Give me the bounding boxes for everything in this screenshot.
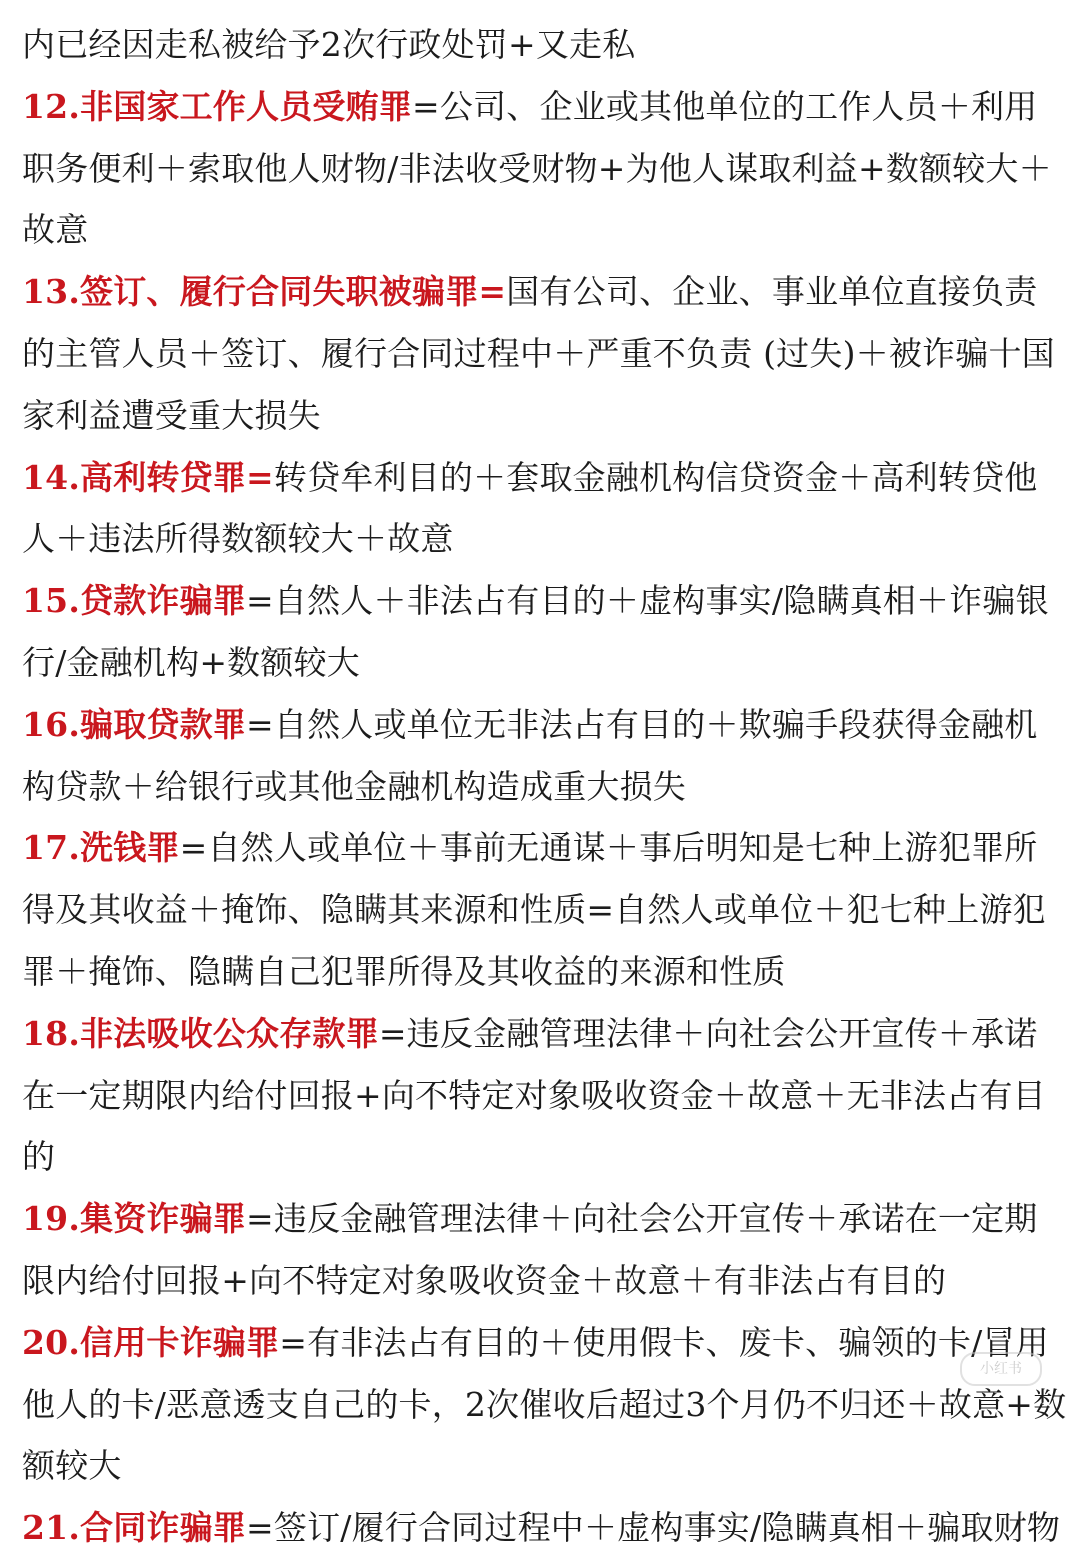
intro-text: 内已经因走私被给予2次行政处罚+又走私 xyxy=(22,25,636,64)
crime-definition: =违反金融管理法律＋向社会公开宣传＋承诺在一定期限内给付回报+向不特定对象吸收资金＋故意＋无非法占有目的 xyxy=(22,1013,1046,1177)
crime-term: 15.贷款诈骗罪 xyxy=(22,581,247,621)
item-13 xyxy=(22,261,1068,446)
crime-term: 12.非国家工作人员受贿罪 xyxy=(22,86,413,126)
crime-definition: =自然人或单位无非法占有目的＋欺骗手段获得金融机构贷款＋给银行或其他金融机构造成重大损失 xyxy=(22,704,1038,806)
crime-term: 21.合同诈骗罪 xyxy=(22,1508,247,1548)
item-18 xyxy=(22,1003,1068,1188)
crime-definition: 国有公司、企业、事业单位直接负责的主管人员＋签订、履行合同过程中＋严重不负责 (过失)＋被诈骗十国家利益遭受重大损失 xyxy=(22,272,1055,435)
item-15 xyxy=(22,570,1068,694)
crime-definition: =有非法占有目的＋使用假卡、废卡、骗领的卡/冒用他人的卡/恶意透支自己的卡，2次催收后超过3个月仍不归还＋故意+数额较大 xyxy=(22,1322,1067,1486)
crime-definition: 转贷牟利目的＋套取金融机构信贷资金＋高利转贷他人＋违法所得数额较大＋故意 xyxy=(22,457,1038,559)
crime-term: 18.非法吸收公众存款罪 xyxy=(22,1013,379,1053)
crime-term: 16.骗取贷款罪 xyxy=(22,704,247,744)
crime-term: 13.签订、履行合同失职被骗罪= xyxy=(22,272,507,312)
item-12 xyxy=(22,76,1068,261)
item-14 xyxy=(22,447,1068,571)
crime-definition: =自然人＋非法占有目的＋虚构事实/隐瞒真相＋诈骗银行/金融机构+数额较大 xyxy=(22,581,1049,682)
crime-term: 20.信用卡诈骗罪 xyxy=(22,1322,280,1362)
crime-term: 14.高利转贷罪= xyxy=(22,457,274,497)
crime-term: 17.洗钱罪 xyxy=(22,828,180,868)
document-body xyxy=(22,14,1068,1559)
crime-definition: =公司、企业或其他单位的工作人员＋利用职务便利＋索取他人财物/非法收受财物+为他人谋取利益+数额较大＋故意 xyxy=(22,86,1052,250)
item-19 xyxy=(22,1188,1068,1312)
crime-definition: =签订/履行合同过程中＋虚构事实/隐瞒真相＋骗取财物 xyxy=(246,1508,1061,1548)
item-17 xyxy=(22,817,1068,1002)
watermark-logo: 小红书 xyxy=(960,1352,1042,1386)
crime-definition: =自然人或单位＋事前无通谋＋事后明知是七种上游犯罪所得及其收益＋掩饰、隐瞒其来源和性质=自然人或单位＋犯七种上游犯罪＋掩饰、隐瞒自己犯罪所得及其收益的来源和性质 xyxy=(22,828,1046,991)
item-21 xyxy=(22,1497,1068,1559)
item-16 xyxy=(22,694,1068,818)
intro-line xyxy=(22,14,1068,76)
item-20 xyxy=(22,1312,1068,1497)
crime-term: 19.集资诈骗罪 xyxy=(22,1199,247,1239)
crime-definition: =违反金融管理法律＋向社会公开宣传＋承诺在一定期限内给付回报+向不特定对象吸收资金＋故意＋有非法占有目的 xyxy=(22,1199,1038,1300)
